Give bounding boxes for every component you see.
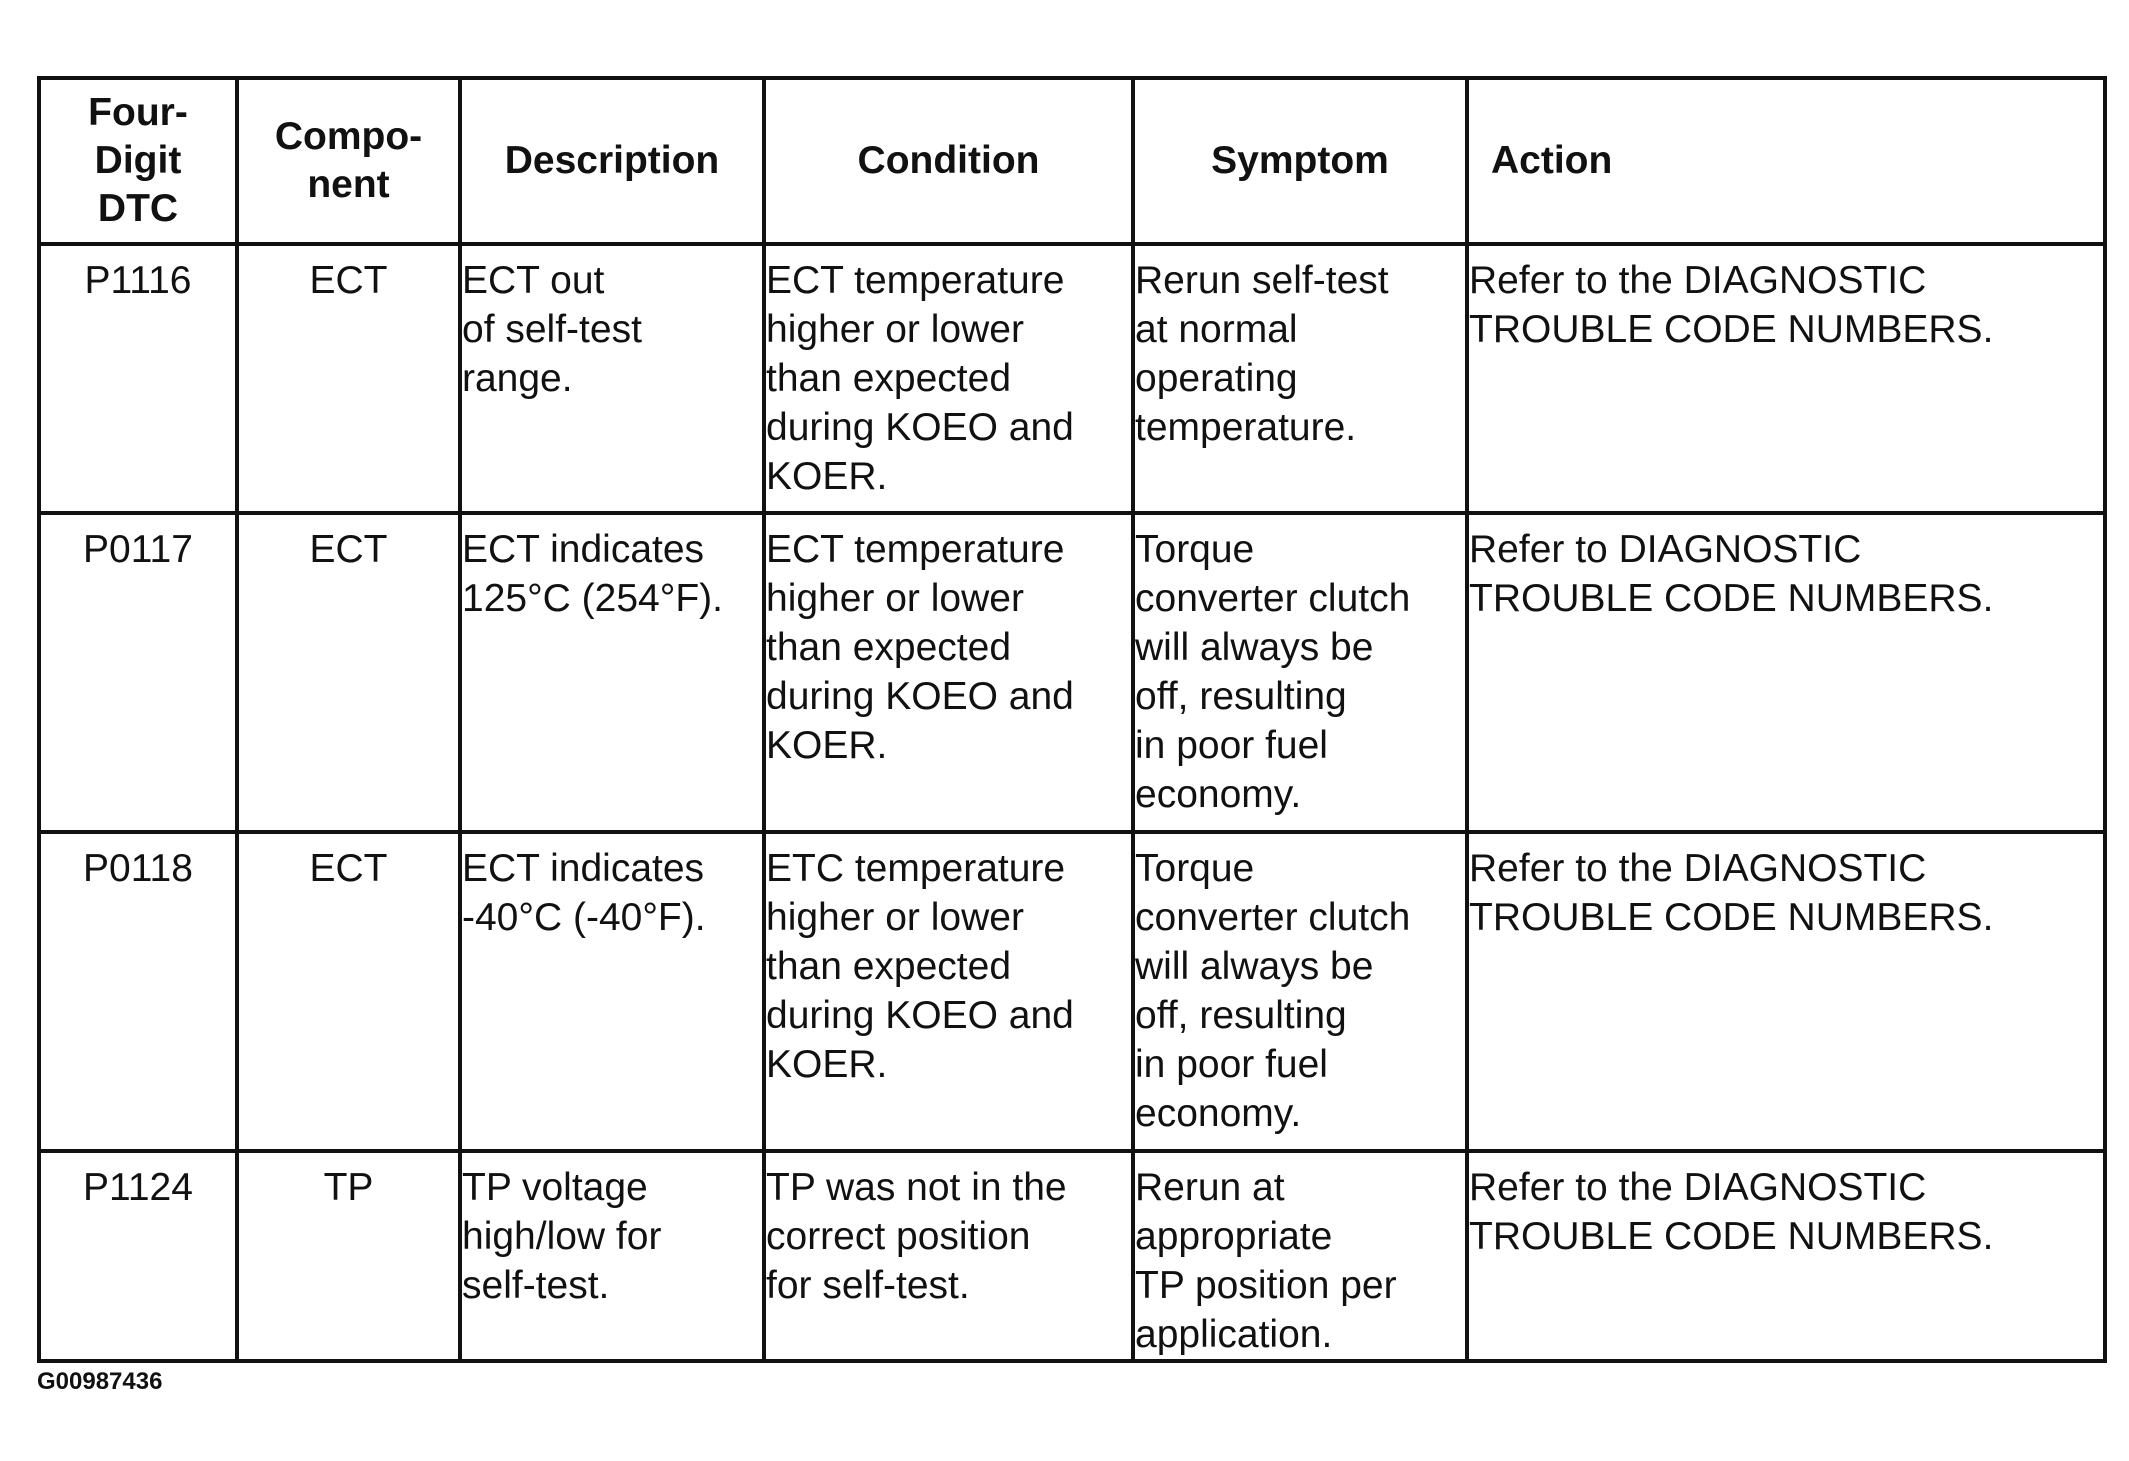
dtc-table (37, 76, 2107, 1363)
symptom-cell: Torque converter clutch will always be off, resulting in poor fuel economy. (1133, 832, 1467, 1151)
component-cell: TP (237, 1151, 460, 1361)
header-action: Action (1467, 78, 2105, 244)
action-cell: Refer to DIAGNOSTIC TROUBLE CODE NUMBERS. (1467, 513, 2105, 832)
description-cell: TP voltage high/low for self-test. (460, 1151, 764, 1361)
description-cell: ECT out of self-test range. (460, 244, 764, 513)
table-row (39, 244, 2105, 513)
condition-cell: TP was not in the correct position for self-test. (764, 1151, 1133, 1361)
header-component: Compo- nent (237, 78, 460, 244)
dtc-code-cell: P0117 (39, 513, 237, 832)
condition-cell: ECT temperature higher or lower than expected during KOEO and KOER. (764, 513, 1133, 832)
dtc-code-cell: P1116 (39, 244, 237, 513)
table-row (39, 832, 2105, 1151)
header-dtc: Four- Digit DTC (39, 78, 237, 244)
table-row (39, 1151, 2105, 1361)
symptom-cell: Rerun at appropriate TP position per application. (1133, 1151, 1467, 1361)
dtc-code-cell: P1124 (39, 1151, 237, 1361)
condition-cell: ETC temperature higher or lower than expected during KOEO and KOER. (764, 832, 1133, 1151)
table-row (39, 513, 2105, 832)
action-cell: Refer to the DIAGNOSTIC TROUBLE CODE NUMBERS. (1467, 1151, 2105, 1361)
symptom-cell: Torque converter clutch will always be off, resulting in poor fuel economy. (1133, 513, 1467, 832)
header-symptom: Symptom (1133, 78, 1467, 244)
component-cell: ECT (237, 513, 460, 832)
dtc-code-cell: P0118 (39, 832, 237, 1151)
component-cell: ECT (237, 832, 460, 1151)
action-cell: Refer to the DIAGNOSTIC TROUBLE CODE NUMBERS. (1467, 244, 2105, 513)
symptom-cell: Rerun self-test at normal operating temperature. (1133, 244, 1467, 513)
description-cell: ECT indicates -40°C (-40°F). (460, 832, 764, 1151)
condition-cell: ECT temperature higher or lower than expected during KOEO and KOER. (764, 244, 1133, 513)
header-description: Description (460, 78, 764, 244)
header-condition: Condition (764, 78, 1133, 244)
action-cell: Refer to the DIAGNOSTIC TROUBLE CODE NUMBERS. (1467, 832, 2105, 1151)
component-cell: ECT (237, 244, 460, 513)
table-header-row (39, 78, 2105, 244)
figure-id: G00987436 (37, 1368, 163, 1395)
description-cell: ECT indicates 125°C (254°F). (460, 513, 764, 832)
